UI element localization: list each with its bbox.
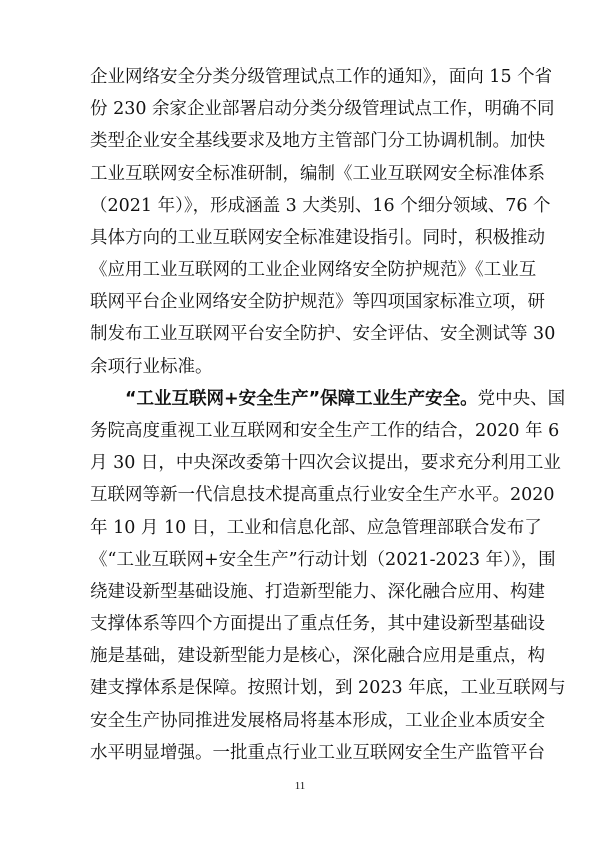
paragraph-2-line-5: 年 10 月 10 日，工业和信息化部、应急管理部联合发布了 — [90, 517, 542, 538]
paragraph-1-line-5: （2021 年）》，形成涵盖 3 大类别、16 个细分领域、76 个 — [90, 195, 551, 216]
paragraph-2-heading: “工业互联网+安全生产”保障工业生产安全。 — [125, 388, 478, 409]
paragraph-2-line-8: 支撑体系等四个方面提出了重点任务，其中建设新型基础设 — [90, 614, 545, 635]
paragraph-2-line-2: 务院高度重视工业互联网和安全生产工作的结合，2020 年 6 — [90, 421, 560, 441]
page-number: 11 — [294, 780, 306, 792]
paragraph-1-line-7: 《应用工业互联网的工业企业网络安全防护规范》《工业互 — [90, 260, 537, 281]
paragraph-1-line-3: 类型企业安全基线要求及地方主管部门分工协调机制。加快 — [90, 131, 545, 152]
paragraph-2-line-7: 绕建设新型基础设施、打造新型能力、深化融合应用、构建 — [90, 581, 545, 602]
paragraph-1-line-4: 工业互联网安全标准研制，编制《工业互联网安全标准体系 — [90, 163, 545, 184]
paragraph-2-line-1-rest: 党中央、国 — [477, 388, 566, 409]
paragraph-2-line-12: 水平明显增强。一批重点行业工业互联网安全生产监管平台 — [90, 742, 545, 763]
paragraph-1-line-10: 余项行业标准。 — [90, 356, 213, 377]
paragraph-2-line-9: 施是基础，建设新型能力是核心，深化融合应用是重点，构 — [90, 646, 545, 667]
paragraph-2-line-3: 月 30 日，中央深改委第十四次会议提出，要求充分利用工业 — [90, 453, 561, 474]
paragraph-1-line-1: 企业网络安全分类分级管理试点工作的通知》，面向 15 个省 — [90, 67, 553, 87]
paragraph-2-line-11: 安全生产协同推进发展格局将基本形成，工业企业本质安全 — [90, 710, 545, 731]
paragraph-2-line-1 — [125, 388, 566, 410]
paragraph-2-line-10: 建支撑体系是保障。按照计划，到 2023 年底，工业互联网与 — [90, 678, 566, 699]
paragraph-2-line-6: 《“工业互联网+安全生产”行动计划（2021-2023 年）》，围 — [90, 549, 556, 570]
paragraph-1-line-2: 份 230 余家企业部署启动分类分级管理试点工作，明确不同 — [90, 99, 555, 120]
paragraph-1-line-8: 联网平台企业网络安全防护规范》等四项国家标准立项，研 — [90, 292, 545, 313]
paragraph-2-line-4: 互联网等新一代信息技术提高重点行业安全生产水平。2020 — [90, 485, 555, 506]
paragraph-1-line-9: 制发布工业互联网平台安全防护、安全评估、安全测试等 30 — [90, 324, 556, 345]
paragraph-1-line-6: 具体方向的工业互联网安全标准建设指引。同时，积极推动 — [90, 227, 545, 248]
